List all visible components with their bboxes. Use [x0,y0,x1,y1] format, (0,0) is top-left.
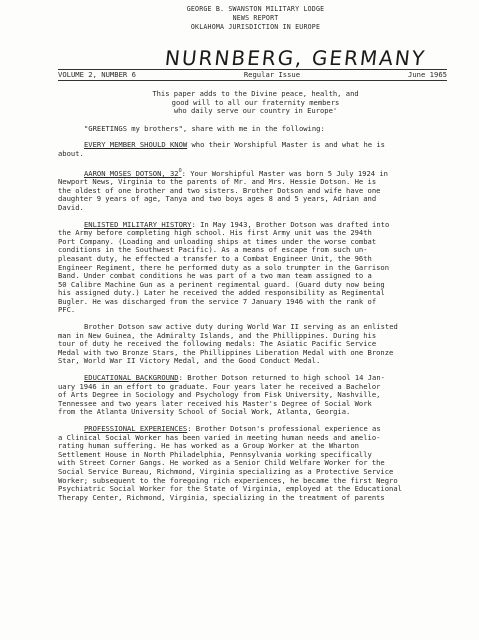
professional-paragraph: PROFESSIONAL EXPERIENCES: Brother Dotson's professional experience as a Clinical Social Worker has been varied in meeting human needs and amelio- rating human suffering. He has worked as a Group Worker at the Wharton Settlement House in North Philadelphia, Pennsylvania working specifically with Street Corner Gangs. He worked as a Senior Child Welfare Worker for the Social Service Bureau, Richmond, Virginia specializing as a Protective Service Worker; subsequent to the foregoing rich experiences, he became the first Negro Psychiatric Social Worker for the State of Virginia, employed at the Educational Therapy Center, Richmond, Virginia, specializing in the treatment of parents [58,424,402,502]
dedication-line: who daily serve our country in Europe' [173,106,338,116]
education-paragraph: EDUCATIONAL BACKGROUND: Brother Dotson returned to high school 14 Jan- uary 1946 in an effort to graduate. Four years later he received a Bachelor of Arts Degree in Sociology and Psychology from Fisk University, Nashville, Tennessee and two years later received his Master's Degree of Social Work from the Atlanta University School of Social Work, Atlanta, Georgia. [58,373,385,417]
dotson-paragraph: AARON MOSES DOTSON, $32^O$: Your Worshipful Master was born 5 July 1924 in Newport News, Virginia to the parents of Mr. and Mrs. Hessie Dotson. He is the oldest of one brother and two sisters. Brother Dotson and wife have one daughter 9 years of age, Tanya and two boys ages 8 and 5 years, Adrian and David. [58,167,388,212]
service-paragraph: Brother Dotson saw active duty during World War II serving as an enlisted man in New Guinea, the Admiralty Islands, and the Phillippines. During his tour of duty he received the following medals: The Asiatic Pacific Service Medal with two Bronze Stars, the Phillippines Liberation Medal with one Bronze Star, World War II Victory Medal, and the Good Conduct Medal. [58,322,398,366]
military-history-heading: ENLISTED MILITARY HISTORY [84,219,192,229]
dedication-line: good will to all our fraternity members [171,97,340,107]
report-title: NEWS REPORT [232,14,279,22]
dedication [58,90,453,116]
education-heading: EDUCATIONAL BACKGROUND [84,373,179,383]
issue-bar [58,69,447,81]
greeting: "GREETINGS my brothers", share with me in the following: [84,123,325,133]
every-member-heading: EVERY MEMBER SHOULD KNOW [84,140,188,150]
dedication-line: This paper adds to the Divine peace, health, and [152,89,359,98]
masthead [58,0,453,32]
issue-type: Regular Issue [243,70,301,79]
every-member-paragraph: EVERY MEMBER SHOULD KNOW who their Worshipful Master is and what he is about. [58,140,385,158]
jurisdiction: OKLAHOMA JURISDICTION IN EUROPE [190,23,321,31]
military-history-paragraph: ENLISTED MILITARY HISTORY: In May 1943, Brother Dotson was drafted into the Army before completing high school. His first Army unit was the 294th Port Company. (Loading and unloading ships at times under the worse combat conditions in the Southwest Pacific). As a means of escape from such un- pleasant duty, he effected a transfer to a Combat Engineer Unit, the 96th Engineer Regiment, there he performed duty as a solo trumpter in the Garrison Band. Under combat conditions he was part of a two man team assigned to a 50 Calibre Machine Gun as a perinent regimental guard. (Guard duty now being his assigned duty.) Later he received the added responsibility as Regimental Bugler. He was discharged from the service 7 January 1946 with the rank of PFC. [58,219,390,315]
article-body [58,90,453,510]
dotson-heading: AARON MOSES DOTSON, $32^O$ [84,167,182,178]
professional-heading: PROFESSIONAL EXPERIENCES [84,424,188,433]
volume-number: VOLUME 2, NUMBER 6 [58,70,136,79]
issue-date: June 1965 [408,70,447,79]
lodge-name: GEORGE B. SWANSTON MILITARY LODGE [186,5,325,13]
handwritten-location: NURNBERG, GERMANY [163,46,428,70]
